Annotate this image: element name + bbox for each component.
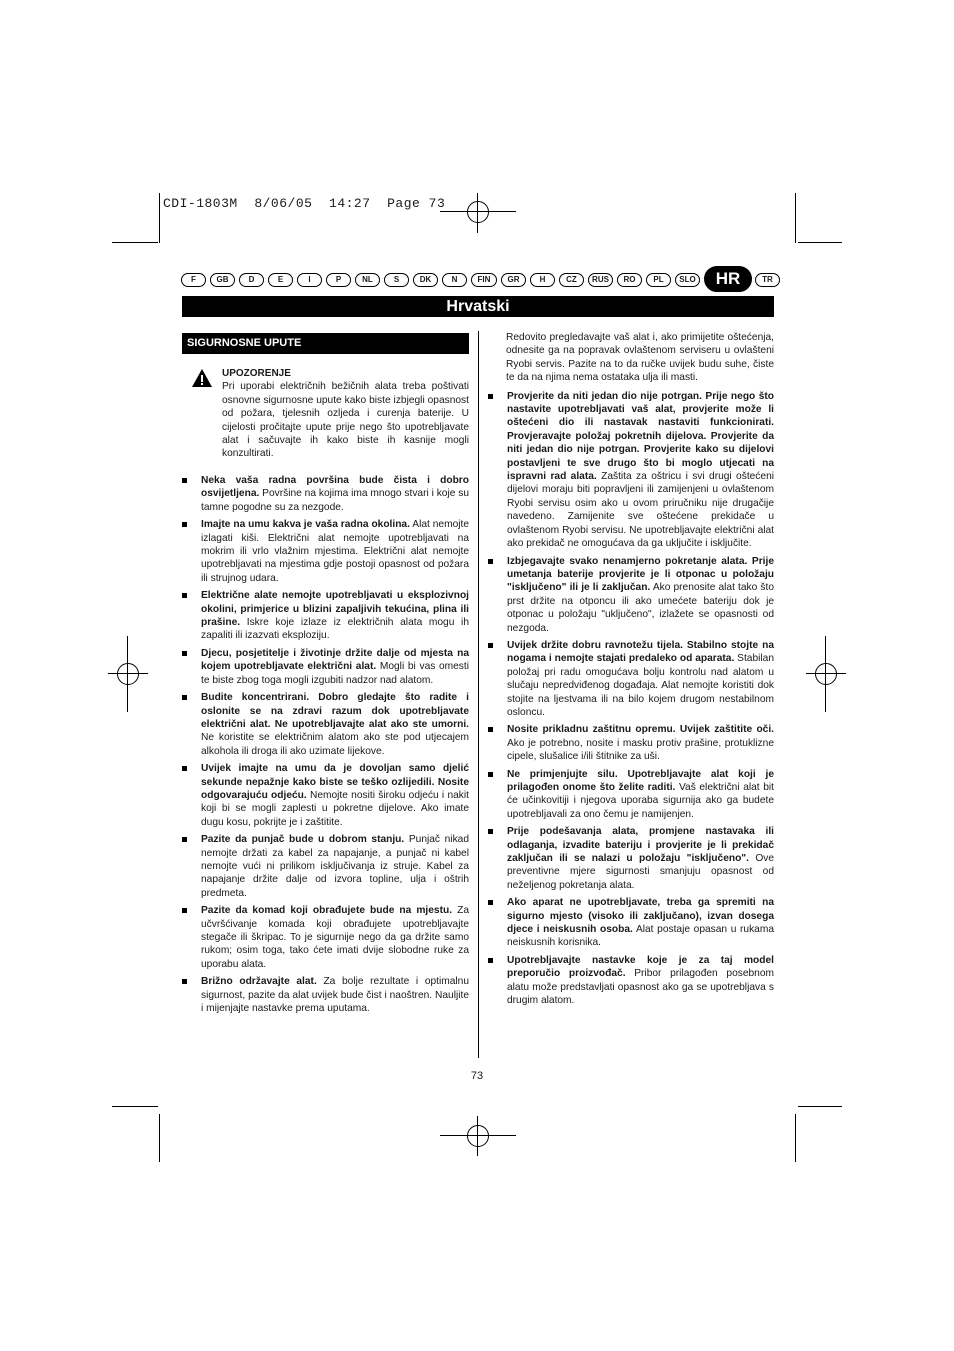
bullet-icon xyxy=(488,900,493,905)
crop-mark xyxy=(159,193,160,243)
list-item xyxy=(182,691,469,758)
language-tab-f[interactable]: F xyxy=(181,273,206,287)
list-item xyxy=(182,589,469,643)
language-tab-hr[interactable]: HR xyxy=(704,266,752,292)
bullet-icon xyxy=(488,958,493,963)
language-tab-gr[interactable]: GR xyxy=(501,273,526,287)
column-divider xyxy=(478,331,479,1058)
page-number: 73 xyxy=(470,1070,484,1082)
right-intro: Redovito pregledavajte vaš alat i, ako primijetite oštećenja, odnesite ga na popravak ovlaštenom serviseru u ovlašteni Ryobi servis. Pazite na to da ručke uvijek budu suhe, čiste te da na njima nema ostataka ulja ili masti. xyxy=(506,332,774,384)
bullet-icon xyxy=(182,837,187,842)
item-text: Alat nemojte izlagati kiši. Električni alat nemojte upotrebljavati na mokrim ili vrlo vlažnim mjestima. Električni alat nemojte upotrebljavati na mjestima gdje postoji opasnost od požara ili strujnog udara. xyxy=(201,519,469,584)
language-tab-rus[interactable]: RUS xyxy=(588,273,613,287)
crop-mark xyxy=(112,1106,158,1107)
language-tab-slo[interactable]: SLO xyxy=(675,273,700,287)
language-tab-s[interactable]: S xyxy=(384,273,409,287)
language-tab-h[interactable]: H xyxy=(530,273,555,287)
bullet-icon xyxy=(488,559,493,564)
item-heading: Pazite da komad koji obrađujete bude na mjestu. xyxy=(201,905,453,917)
language-tab-dk[interactable]: DK xyxy=(413,273,438,287)
crop-mark xyxy=(159,1114,160,1162)
list-item xyxy=(488,639,774,719)
left-column xyxy=(182,474,469,1019)
crop-mark xyxy=(798,1106,842,1107)
crop-mark xyxy=(112,242,158,243)
item-text: Stabilan položaj pri radu omogućava bolju kontrolu nad alatom u slučaju nepredviđenog događaja. Alat nemojte koristiti dok stojite na ljestvama ili na bilo kojem drugom nestabilnom osloncu. xyxy=(507,653,774,718)
list-item xyxy=(488,954,774,1008)
list-item xyxy=(488,555,774,635)
bullet-icon xyxy=(182,522,187,527)
item-heading: Izbjegavajte svako nenamjerno pokretanje alata. Prije umetanja baterije provjerite je li otponac u položaju "isključeno" ili je li zaključan. xyxy=(507,555,774,594)
bullet-icon xyxy=(488,394,493,399)
warning-title: UPOZORENJE xyxy=(222,368,291,379)
bullet-icon xyxy=(488,772,493,777)
list-item xyxy=(182,647,469,687)
bullet-icon xyxy=(182,593,187,598)
language-tab-n[interactable]: N xyxy=(442,273,467,287)
item-heading: Imajte na umu kakva je vaša radna okolina. xyxy=(201,519,410,531)
item-heading: Djecu, posjetitelje i životinje držite dalje od mjesta na kojem upotrebljavate električni alat. xyxy=(201,647,469,673)
item-heading: Ako aparat ne upotrebljavate, treba ga spremiti na sigurno mjesto (visoko ili zaključano), izvan dosega djece i neiskusnih osoba. xyxy=(507,897,774,936)
item-text: Iskre koje izlaze iz električnih alata mogu ih zapaliti ili izazvati eksploziju. xyxy=(201,617,469,642)
bullet-icon xyxy=(182,908,187,913)
item-text: Nemojte nositi široku odjeću i nakit koji bi se mogli zaplesti u pokretne dijelove. Ako imate dugu kosu, pokrijte je i zaštitite. xyxy=(201,789,469,828)
item-text: Ako je potrebno, nosite i masku protiv prašine, protuklizne cipele, slušalice i/ili štitnike za uši. xyxy=(507,737,774,763)
list-item xyxy=(488,825,774,892)
list-item xyxy=(182,833,469,900)
item-heading: Brižno održavajte alat. xyxy=(201,976,317,988)
item-text: Alat postaje opasan u rukama neiskusnih korisnika. xyxy=(507,924,775,949)
crop-mark xyxy=(795,1114,796,1162)
list-item xyxy=(182,904,469,971)
list-item xyxy=(488,768,774,822)
item-text: Za učvršćivanje komada koji obrađujete upotrebljavajte stegače ili škripac. To je sigurnije nego da ga držite samo rukom; osim toga, tako ćete imati dvije slobodne ruke za uporabu alata. xyxy=(201,905,469,970)
item-text: Punjač nikad nemojte držati za kabel za napajanje, a punjač ni kabel nemojte vući ni prilikom isključivanja iz struje. Kabel za napajanje držite dalje od izvora topline, ulja i oštrih predmeta. xyxy=(201,834,469,899)
list-item xyxy=(488,896,774,950)
language-tab-fin[interactable]: FIN xyxy=(471,273,497,287)
language-bar xyxy=(181,266,774,292)
item-heading: Upotrebljavajte nastavke koje je za taj model preporučio proizvođač. xyxy=(507,954,774,980)
language-tab-gb[interactable]: GB xyxy=(210,273,235,287)
item-text: Površine na kojima ima mnogo stvari i koje su tamne pogodne su za nezgode. xyxy=(201,488,469,513)
item-text: Za bolje rezultate i optimalnu sigurnost, pazite da alat uvijek bude čist i naoštren. Nauljite i mijenjajte nastavke prema uputama. xyxy=(201,976,469,1015)
item-heading: Pazite da punjač bude u dobrom stanju. xyxy=(201,834,405,846)
bullet-icon xyxy=(488,643,493,648)
item-text: Zaštita za oštricu i svi drugi oštećeni dijelovi moraju biti popravljeni ili zamijenjeni u ovlaštenom Ryobi servisu osim ako u ovom priručniku nije drugačije navedeno. Zamijenite sve oštećene prekidače u ovlaštenom Ryobi servisu. Ne upotrebljavajte električni alat ako prekidač ne omogućava da ga uključite i isključite. xyxy=(507,471,775,550)
item-heading: Uvijek imajte na umu da je dovoljan samo djelić sekunde nepažnje kako biste se teško ozlijedili. Nosite odgovarajuću odjeću. xyxy=(201,763,469,801)
section-title: SIGURNOSNE UPUTE xyxy=(182,333,469,354)
registration-mark xyxy=(806,636,846,712)
page-title: Hrvatski xyxy=(182,296,774,317)
language-tab-cz[interactable]: CZ xyxy=(559,273,584,287)
bullet-icon xyxy=(182,651,187,656)
language-tab-tr[interactable]: TR xyxy=(755,273,780,287)
item-text: Ne koristite se električnim alatom ako ste pod utjecajem alkohola ili droga ili ako uzimate lijekove. xyxy=(201,732,469,757)
bullet-icon xyxy=(182,766,187,771)
language-tab-d[interactable]: D xyxy=(239,273,264,287)
bullet-icon xyxy=(182,979,187,984)
item-text: Pribor prilagođen posebnom alatu može predstavljati opasnost ako ga se upotrebljava s drugim alatom. xyxy=(507,968,774,1007)
list-item xyxy=(182,474,469,514)
language-tab-p[interactable]: P xyxy=(326,273,351,287)
list-item xyxy=(182,762,469,829)
bullet-icon xyxy=(488,829,493,834)
item-text: Ove preventivne mjere sigurnosti smanjuju opasnost od neželjenog pokretanja alata. xyxy=(507,853,775,891)
registration-mark xyxy=(440,193,516,233)
print-slug: CDI-1803M 8/06/05 14:27 Page 73 xyxy=(163,196,446,211)
registration-mark xyxy=(108,636,148,712)
bullet-icon xyxy=(182,478,187,483)
item-heading: Neka vaša radna površina bude čista i dobro osvijetljena. xyxy=(201,475,469,500)
warning-block xyxy=(222,367,469,461)
right-column xyxy=(488,331,774,1012)
list-item xyxy=(182,518,469,585)
item-heading: Uvijek držite dobru ravnotežu tijela. Stabilno stojte na nogama i nemojte stajati predaleko od aparata. xyxy=(507,639,774,665)
bullet-icon xyxy=(182,695,187,700)
list-item xyxy=(182,975,469,1015)
language-tab-pl[interactable]: PL xyxy=(646,273,671,287)
item-heading: Nosite prikladnu zaštitnu opremu. Uvijek zaštitite oči. xyxy=(507,724,774,736)
item-heading: Prije podešavanja alata, promjene nastavaka ili odlaganja, izvadite bateriju i provjerite je li prekidač zaključan ili se nalazi u položaju "isključeno". xyxy=(507,826,774,865)
item-heading: Budite koncentrirani. Dobro gledajte što radite i oslonite se na zdravi razum dok upotrebljavate električni alat. Ne upotrebljavajte alat ako ste umorni. xyxy=(201,692,469,730)
item-heading: Električne alate nemojte upotrebljavati u eksplozivnoj okolini, primjerice u blizini zapaljivih tekućina, plina ili prašine. xyxy=(201,590,469,629)
bullet-icon xyxy=(488,727,493,732)
item-heading: Provjerite da niti jedan dio nije potrgan. Prije nego što nastavite upotrebljavati vaš alat, provjerite može li oštećeni dio ili nastavak nastaviti funkcionirati. Provjeravajte položaj pokretnih dijelova. Provjerite da niti jedan dio nije potrgan. Provjerite kako su dijelovi postavljeni te sve drugo što bi moglo utjecati na ispravni rad alata. xyxy=(507,390,774,483)
item-text: Mogli bi vas omesti te biste zbog toga mogli izgubiti nadzor nad alatom. xyxy=(201,661,469,686)
list-item xyxy=(488,723,774,763)
warning-icon xyxy=(191,368,213,388)
registration-mark xyxy=(440,1116,516,1156)
crop-mark xyxy=(795,193,796,243)
language-tab-nl[interactable]: NL xyxy=(355,273,380,287)
language-tab-ro[interactable]: RO xyxy=(617,273,642,287)
list-item xyxy=(488,390,774,551)
warning-text: Pri uporabi električnih bežičnih alata treba poštivati osnovne sigurnosne upute kako biste izbjegli opasnost od požara, tjelesnih ozljeda i curenja baterije. U cijelosti pročitajte upute prije nego što upotrebljavate alat i sačuvajte ih kako biste ih kasnije mogli konzultirati. xyxy=(222,381,469,460)
item-heading: Ne primjenjujte silu. Upotrebljavajte alat koji je prilagođen onome što želite raditi. xyxy=(507,768,774,793)
language-tab-e[interactable]: E xyxy=(268,273,293,287)
language-tab-i[interactable]: I xyxy=(297,273,322,287)
crop-mark xyxy=(798,242,842,243)
item-text: Vaš električni alat bit će učinkovitiji i njegova uporaba sigurnija ako ga budete upotrebljavali za ono čemu je namijenjen. xyxy=(507,782,774,820)
item-text: Ako prenosite alat tako što prst držite na otponcu ili ako umećete bateriju dok je otponac u položaju "uključeno", izlažete se opasnosti od nezgoda. xyxy=(507,582,774,634)
